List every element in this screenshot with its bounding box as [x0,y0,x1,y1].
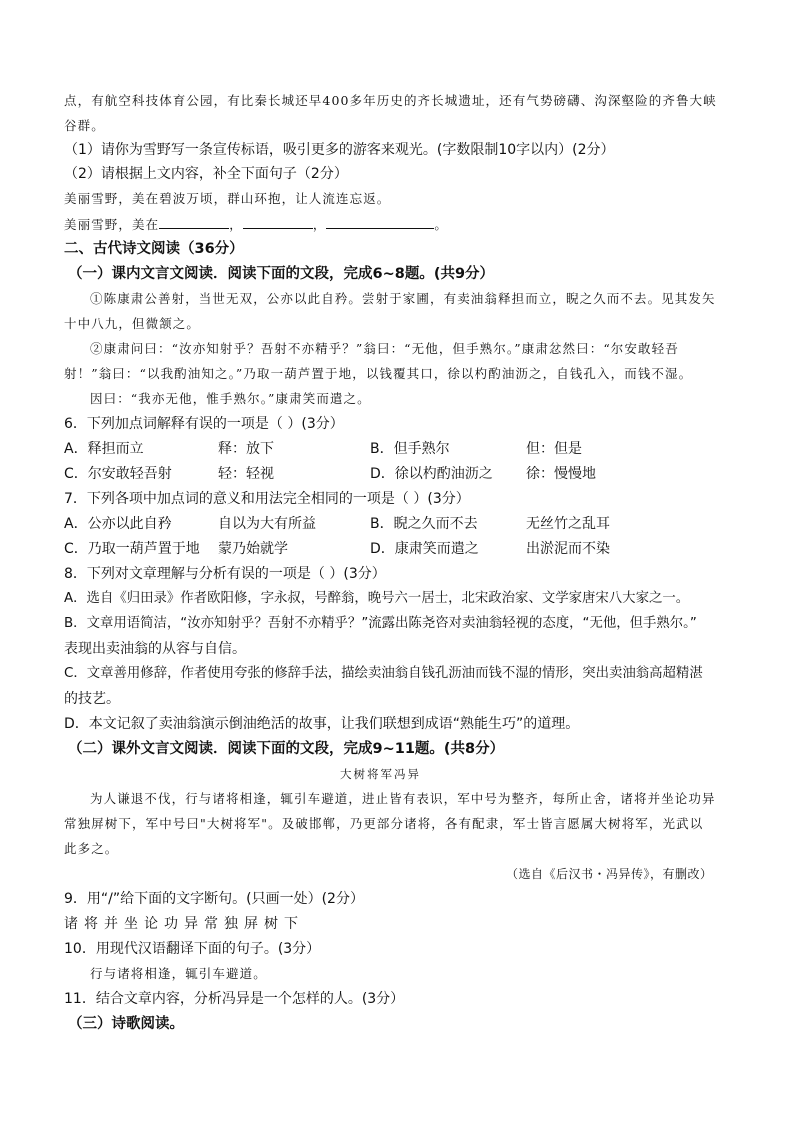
option-b-gloss: 但：但是 [526,441,582,457]
question-10: 10．用现代汉语翻译下面的句子。(3分） [64,941,321,957]
passage-line: 为人谦退不伐，行与诸将相逢，辄引车避道，进止皆有表识，军中号为整齐，每所止舍，诸将并坐论功异 [90,791,716,806]
option-d: D．本文记叙了卖油翁演示倒油绝活的故事，让我们联想到成语“熟能生巧”的道理。 [64,716,580,732]
fill-comma: ， [229,217,243,232]
option-d-gloss: 徐：慢慢地 [526,466,596,482]
passage-title: 大树将军冯异 [340,767,421,781]
question-8: 8．下列对文章理解与分析有误的一项是（ ）(3分） [64,566,386,582]
subsection-heading: （二）课外文言文阅读．阅读下面的文段，完成9~11题。(共8分） [68,741,505,757]
option-d: D．康肃笑而遣之 [370,541,479,557]
fill-prefix: 美丽雪野，美在 [64,217,160,232]
option-b: B．文章用语简洁，“汝亦知射乎？吾射不亦精乎？”流露出陈尧咨对卖油翁轻视的态度，“无他，但手熟尔。” [64,616,697,631]
example-sentence: 美丽雪野，美在碧波万顷，群山环抱，让人流连忘返。 [64,191,391,206]
passage-line: 射！”翁曰：“以我酌油知之。”乃取一葫芦置于地，以钱覆其口，徐以杓酌油沥之，自钱孔入，而钱不湿。 [64,366,693,381]
subsection-heading: （一）课内文言文阅读．阅读下面的文段，完成6~8题。(共9分） [68,266,495,282]
answer-blank[interactable] [243,214,313,229]
option-a-compare: 自以为大有所益 [218,516,316,532]
option-b-compare: 无丝竹之乱耳 [526,516,610,532]
option-c-compare: 蒙乃始就学 [218,541,288,557]
option-b: B．睨之久而不去 [370,516,478,532]
question-11: 11．结合文章内容，分析冯异是一个怎样的人。(3分） [64,991,405,1007]
passage-line: 点，有航空科技体育公园，有比秦长城还早400多年历史的齐长城遗址，还有气势磅礴、沟深壑险的齐鲁大峡 [64,93,717,108]
option-c: C．尔安敢轻吾射 [64,466,172,482]
option-a: A．释担而立 [64,441,144,457]
option-d: D．徐以杓酌油沥之 [370,466,493,482]
fill-period: 。 [434,217,449,232]
fill-in-sentence [64,214,448,235]
question-2: （2）请根据上文内容，补全下面句子（2分） [64,166,348,182]
option-c: C．文章善用修辞，作者使用夸张的修辞手法，描绘卖油翁自钱孔沥油而钱不湿的情形，突出卖油翁高超精湛 [64,666,703,681]
sentence-to-translate: 行与诸将相逢，辄引车避道。 [90,966,267,981]
option-a: A．选自《归田录》作者欧阳修，字永叔，号醉翁，晚号六一居士，北宋政治家、文学家唐宋八大家之一。 [64,591,690,606]
answer-blank[interactable] [159,214,229,229]
passage-line: 因曰：“我亦无他，惟手熟尔。”康肃笑而遣之。 [90,391,371,406]
subsection-heading: （三）诗歌阅读。 [68,1016,184,1032]
passage-line: ②康肃问曰：“汝亦知射乎？吾射不亦精乎？”翁曰：“无他，但手熟尔。”康肃忿然曰：“尔安敢轻吾 [90,341,679,356]
answer-blank[interactable] [326,214,434,229]
question-6: 6．下列加点词解释有误的一项是（ ）(3分） [64,416,344,432]
question-1: （1）请你为雪野写一条宣传标语，吸引更多的游客来观光。(字数限制10字以内）(2分） [64,142,615,158]
question-7: 7．下列各项中加点词的意义和用法完全相同的一项是（ ）(3分） [64,491,470,507]
fill-comma: ， [312,217,327,232]
option-b-cont: 表现出卖油翁的从容与自信。 [64,641,246,657]
section-heading: 二、古代诗文阅读（36分） [64,241,244,257]
passage-line: 十中八九，但微颔之。 [64,316,201,331]
sentence-to-punctuate: 诸将并坐论功异常独屏树下 [64,916,304,932]
source-note: （选自《后汉书・冯异传》，有删改） [506,867,713,881]
passage-line: 谷群。 [64,118,105,133]
question-9: 9．用“/”给下面的文字断句。(只画一处）(2分） [64,891,364,907]
passage-line: 此多之。 [64,841,119,856]
option-c: C．乃取一葫芦置于地 [64,541,200,557]
option-a-gloss: 释：放下 [218,441,274,457]
passage-line: ①陈康肃公善射，当世无双，公亦以此自矜。尝射于家圃，有卖油翁释担而立，睨之久而不去。见其发矢 [90,291,716,306]
option-b: B．但手熟尔 [370,441,450,457]
option-c-gloss: 轻：轻视 [218,466,274,482]
option-c-cont: 的技艺。 [64,691,120,707]
option-a: A．公亦以此自矜 [64,516,172,532]
option-d-compare: 出淤泥而不染 [526,541,610,557]
passage-line: 常独屏树下，军中号曰"大树将军"。及破邯郸，乃更部分诸将，各有配隶，军士皆言愿属大树将军，光武以 [64,816,704,831]
